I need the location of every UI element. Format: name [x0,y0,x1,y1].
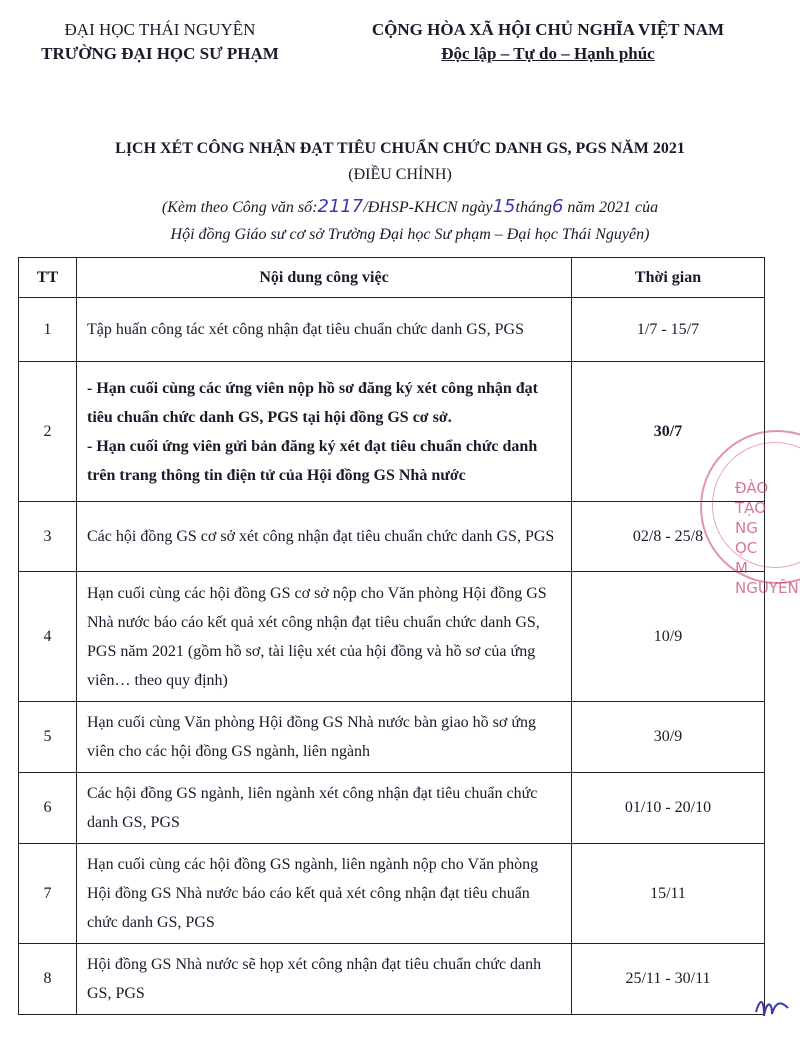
table-row [19,362,765,502]
national-header [318,18,778,66]
university-name: ĐẠI HỌC THÁI NGUYÊN [64,20,256,39]
row-time: 30/9 [572,702,765,773]
row-content: Các hội đồng GS cơ sở xét công nhận đạt tiêu chuẩn chức danh GS, PGS [77,502,572,572]
day-handwritten: 15 [492,196,516,217]
header-content: Nội dung công việc [77,258,572,298]
row-time: 15/11 [572,844,765,944]
document-title: LỊCH XÉT CÔNG NHẬN ĐẠT TIÊU CHUẨN CHỨC DANH GS, PGS NĂM 2021 [115,140,685,157]
schedule-table [18,257,765,1015]
attachment-line-2: Hội đồng Giáo sư cơ sở Trường Đại học Sư phạm – Đại học Thái Nguyên) [170,226,650,243]
row-number: 5 [19,702,77,773]
seal-line: ĐÀO TẠO [735,479,769,517]
row-content: Hạn cuối cùng Văn phòng Hội đồng GS Nhà nước bàn giao hồ sơ ứng viên cho các hội đồng GS ngành, liên ngành [77,702,572,773]
table-row [19,502,765,572]
month-word: tháng [515,199,552,216]
row-time: 1/7 - 15/7 [572,298,765,362]
row-content-part-b: - Hạn cuối ứng viên gửi bản đăng ký xét đạt tiêu chuẩn chức danh trên trang thông tin điện tử của Hội đồng GS Nhà nước [87,437,538,484]
attachment-line-1 [60,193,760,221]
row-content: Hạn cuối cùng các hội đồng GS ngành, liên ngành nộp cho Văn phòng Hội đồng GS Nhà nước báo cáo kết quả xét công nhận đạt tiêu chuẩn chức danh GS, PGS [77,844,572,944]
table-row [19,298,765,362]
row-time: 25/11 - 30/11 [572,944,765,1015]
seal-line: NGUYÊN [735,579,799,597]
month-handwritten: 6 [551,196,564,217]
row-content: Hội đồng GS Nhà nước sẽ họp xét công nhận đạt tiêu chuẩn chức danh GS, PGS [77,944,572,1015]
handwritten-initials-signature [752,992,792,1026]
row-number: 4 [19,572,77,702]
attachment-prefix: (Kèm theo Công văn số: [161,199,318,216]
row-number: 6 [19,773,77,844]
row-number: 2 [19,362,77,502]
seal-line: NG [735,519,758,537]
table-row [19,702,765,773]
table-header-row [19,258,765,298]
seal-line: ỌC [735,539,758,557]
table-row [19,844,765,944]
header-tt: TT [19,258,77,298]
official-seal-text [735,478,800,598]
row-time: 30/7 [572,362,765,502]
row-number: 7 [19,844,77,944]
school-name: TRƯỜNG ĐẠI HỌC SƯ PHẠM [41,44,279,63]
row-content: Tập huấn công tác xét công nhận đạt tiêu chuẩn chức danh GS, PGS [77,298,572,362]
row-content: Các hội đồng GS ngành, liên ngành xét công nhận đạt tiêu chuẩn chức danh GS, PGS [77,773,572,844]
header-time: Thời gian [572,258,765,298]
table-row [19,773,765,844]
row-content-part-a: - Hạn cuối cùng các ứng viên nộp hồ sơ đăng ký xét công nhận đạt tiêu chuẩn chức danh GS, PGS tại hội đồng GS cơ sở. [87,379,538,426]
country-name: CỘNG HÒA XÃ HỘI CHỦ NGHĨA VIỆT NAM [371,20,725,39]
table-row [19,944,765,1015]
row-time: 02/8 - 25/8 [572,502,765,572]
row-time: 01/10 - 20/10 [572,773,765,844]
issuer-block [40,18,280,66]
row-content [77,362,572,502]
row-content: Hạn cuối cùng các hội đồng GS cơ sở nộp cho Văn phòng Hội đồng GS Nhà nước báo cáo kết quả xét công nhận đạt tiêu chuẩn chức danh GS, PGS năm 2021 (gồm hồ sơ, tài liệu xét của hội đồng và hồ sơ của ứng viên… theo quy định) [77,572,572,702]
document-subtitle: (ĐIỀU CHỈNH) [348,166,452,183]
document-number-handwritten: 2117 [317,196,364,217]
row-time: 10/9 [572,572,765,702]
seal-line: M [735,559,748,577]
year-text: năm 2021 của [567,199,659,216]
row-number: 1 [19,298,77,362]
national-motto: Độc lập – Tự do – Hạnh phúc [441,44,655,63]
table-row [19,572,765,702]
row-number: 8 [19,944,77,1015]
row-number: 3 [19,502,77,572]
attachment-note [60,193,760,248]
attachment-code: /ĐHSP-KHCN ngày [363,199,493,216]
